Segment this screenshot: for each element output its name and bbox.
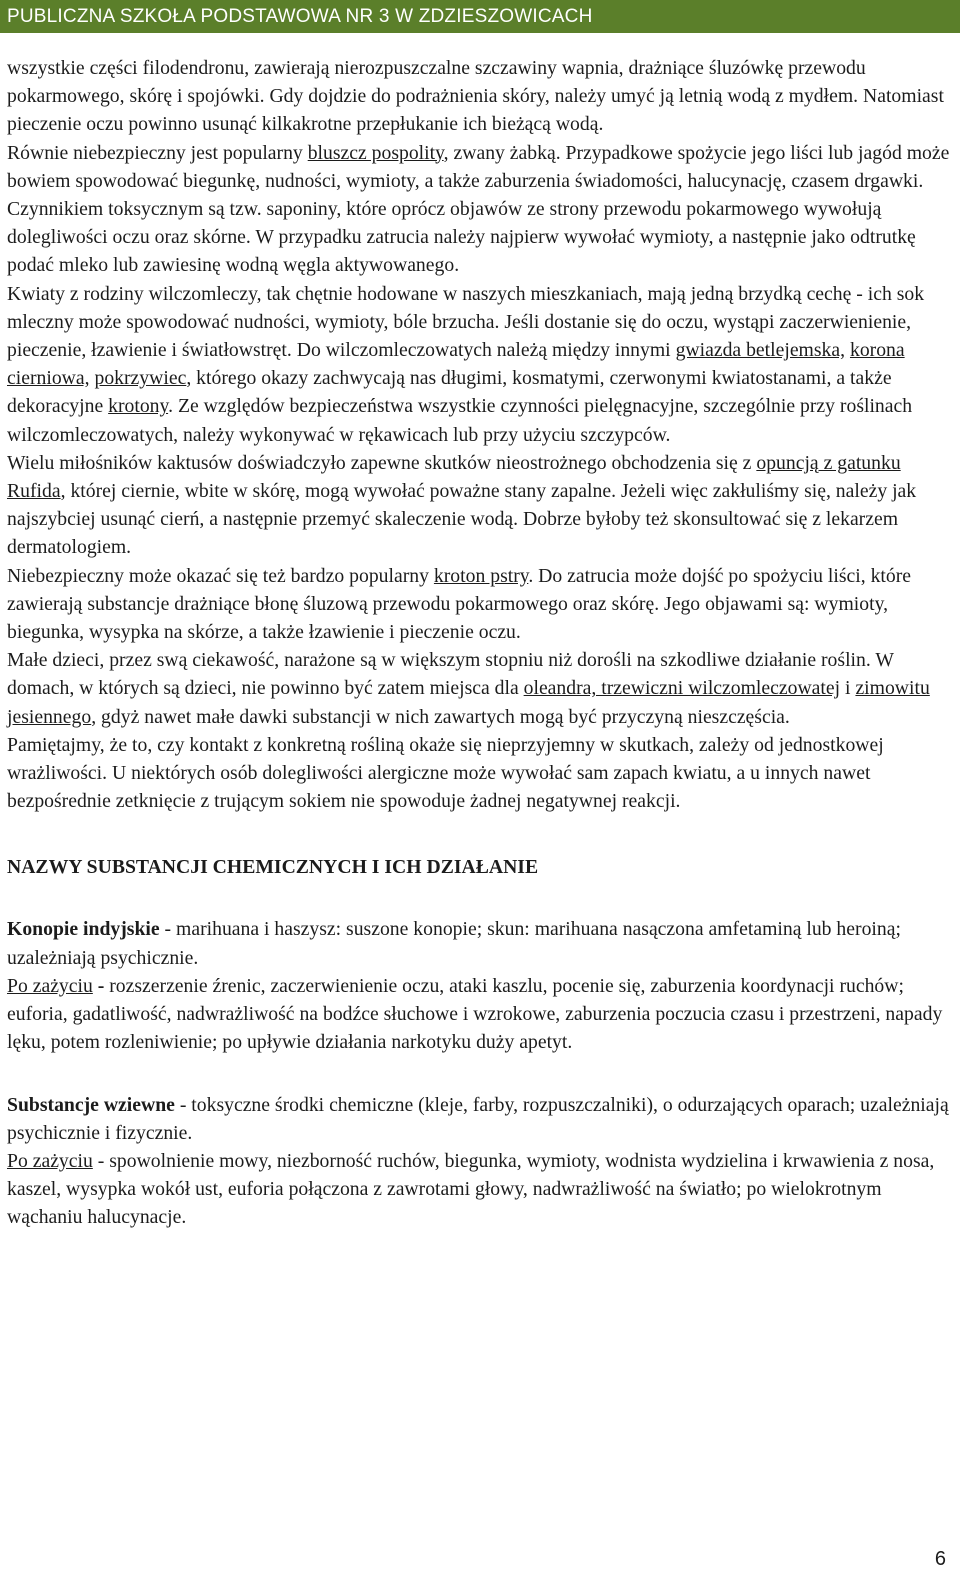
paragraph-text: Równie niebezpieczny jest popularny xyxy=(7,141,308,164)
paragraph-text: Pamiętajmy, że to, czy kontakt z konkretną rośliną okaże się nieprzyjemny w skutkach, zależy od jednostkowej wrażliwości. U niektórych osób dolegliwości alergiczne może wywołać sam zapach kwiatu, a u innych nawet bezpośrednie zetknięcie z trującym sokiem nie spowoduje żadnej negatywnej reakcji. xyxy=(7,733,884,813)
document-body xyxy=(7,54,952,1232)
paragraph-wilczomlecze xyxy=(7,280,952,449)
paragraph-text: wszystkie części filodendronu, zawierają nierozpuszczalne szczawiny wapnia, drażniące śluzówkę przewodu pokarmowego, skórę i spojówki. Gdy dojdzie do podrażnienia skóry, należy umyć ją letnią wodą z mydłem. Natomiast pieczenie oczu powinno usunąć kilkakrotne przepłukanie ich bieżącą wodą. xyxy=(7,57,944,136)
entry-effects xyxy=(7,1147,952,1232)
entry-effects xyxy=(7,972,952,1057)
document-header xyxy=(0,0,960,33)
link-bluszcz-pospolity[interactable]: bluszcz pospolity xyxy=(307,141,444,164)
link-opuncja-rufida[interactable]: opuncją z gatunku Rufida xyxy=(7,451,901,503)
link-korona-cierniowa[interactable]: korona cierniowa, xyxy=(7,339,905,390)
paragraph-text: Wielu miłośników kaktusów doświadczyło zapewne skutków nieostrożnego obchodzenia się z xyxy=(7,451,757,474)
link-zimowit[interactable]: zimowitu xyxy=(855,677,930,700)
paragraph-kaktusy xyxy=(7,449,952,562)
paragraph-text: , gdyż nawet małe dawki substancji w nich zawartych mogą być przyczyną nieszczęścia. xyxy=(91,705,790,728)
spacer xyxy=(7,1057,952,1091)
paragraph-filodendron xyxy=(7,54,952,139)
paragraph-text: , zwany żabką. Przypadkowe spożycie jego liści lub jagód może bowiem spowodować biegunkę, nudności, wymioty, a także zaburzenia świadomości, halucynację, czasem drgawki. Czynnikiem toksycznym są tzw. saponiny, które oprócz objawów ze strony przewodu pokarmowego wywołują dolegliwości oczu oraz skórne. W przypadku zatrucia należy najpierw wywołać wymioty, a następnie jako odtrutkę podać mleko lub zawiesinę wodną węgla aktywowanego. xyxy=(7,141,950,277)
paragraph-text: . Do zatrucia może dojść po spożyciu liści, które zawierają substancje drażniące błonę śluzową przewodu pokarmowego oraz skórę. Jego objawami są: wymioty, biegunka, wysypka na skórze, a także łzawienie i pieczenie oczu. xyxy=(7,564,912,644)
paragraph-dzieci xyxy=(7,646,952,731)
paragraph-text: Niebezpieczny może okazać się też bardzo popularny xyxy=(7,564,434,587)
effects-label: Po zażyciu xyxy=(7,1149,93,1172)
paragraph-kroton xyxy=(7,562,952,647)
paragraph-text: , której ciernie, wbite w skórę, mogą wywołać poważne stany zapalne. Jeżeli więc zakłuliśmy się, należy jak najszybciej usunąć cierń, a następnie przemyć skaleczenie wodą. Dobrze byłoby też skonsultować się z lekarzem dermatologiem. xyxy=(7,480,917,559)
effects-separator: - xyxy=(92,974,110,997)
link-kroton-pstry[interactable]: kroton pstry xyxy=(433,564,529,587)
link-krotony[interactable]: krotony xyxy=(108,395,169,418)
paragraph-text: i xyxy=(840,677,856,700)
link-pokrzywiec[interactable]: pokrzywiec xyxy=(94,367,187,390)
paragraph-text: Małe dzieci, przez swą ciekawość, narażone są w większym stopniu niż dorośli na szkodliwe działanie roślin. W domach, w których są dzieci, nie powinno być zatem miejsca dla xyxy=(7,649,894,700)
paragraph-wrazliwosc xyxy=(7,731,952,816)
link-gwiazda-betlejemska[interactable]: gwiazda betlejemska, xyxy=(675,339,846,362)
paragraph-text: Kwiaty z rodziny wilczomleczy, tak chętnie hodowane w naszych mieszkaniach, mają jedną brzydką cechę - ich sok mleczny może spowodować nudności, wymioty, bóle brzucha. Jeśli dostanie się do oczu, wystąpi zaczerwienienie, pieczenie, łzawienie i światłowstręt. Do wilczomleczowatych należą między innymi xyxy=(7,282,925,362)
spacer xyxy=(7,881,952,915)
effects-label: Po zażyciu xyxy=(7,974,93,997)
spacer xyxy=(7,815,952,853)
entry-definition-text: - marihuana i haszysz: suszone konopie; skun: marihuana nasączona amfetaminą lub heroiną; uzależniają psychicznie. xyxy=(7,918,901,969)
effects-separator: - xyxy=(92,1149,110,1172)
entry-term: Substancje wziewne xyxy=(7,1093,175,1116)
header-title: PUBLICZNA SZKOŁA PODSTAWOWA NR 3 W ZDZIESZOWICACH xyxy=(7,6,593,27)
paragraph-bluszcz xyxy=(7,139,952,280)
link-jesienny[interactable]: jesiennego xyxy=(7,705,92,728)
paragraph-text: , którego okazy zachwycają nas długimi, kosmatymi, czerwonymi kwiatostanami, a także dekoracyjne xyxy=(7,367,892,418)
entry-definition xyxy=(7,915,952,971)
paragraph-text: . Ze względów bezpieczeństwa wszystkie czynności pielęgnacyjne, szczególnie przy roślinach wilczomleczowatych, należy wykonywać w rękawicach lub przy użyciu szczypców. xyxy=(7,395,913,446)
page-number: 6 xyxy=(934,1548,946,1570)
entry-definition-text: - toksyczne środki chemiczne (kleje, farby, rozpuszczalniki), o odurzających oparach; uzależniają psychicznie i fizycznie. xyxy=(7,1093,949,1144)
effects-text: rozszerzenie źrenic, zaczerwienienie oczu, ataki kaszlu, pocenie się, zaburzenia koordynacji ruchów; euforia, gadatliwość, nadwrażliwość na bodźce słuchowe i wzrokowe, zaburzenia poczucia czasu i przestrzeni, napady lęku, potem rozleniwienie; po upływie działania narkotyku duży apetyt. xyxy=(7,974,943,1054)
section-heading: NAZWY SUBSTANCJI CHEMICZNYCH I ICH DZIAŁANIE xyxy=(7,856,539,879)
effects-text: spowolnienie mowy, niezborność ruchów, biegunka, wymioty, wodnista wydzielina i krwawienia z nosa, kaszel, wysypka wokół ust, euforia połączona z zawrotami głowy, nadwrażliwość na światło; po wielokrotnym wąchaniu halucynacje. xyxy=(7,1149,935,1229)
entry-definition xyxy=(7,1091,952,1147)
entry-term: Konopie indyjskie xyxy=(7,918,160,941)
link-oleander-trzewicznia[interactable]: oleandra, trzewiczni wilczomleczowatej xyxy=(523,677,841,700)
